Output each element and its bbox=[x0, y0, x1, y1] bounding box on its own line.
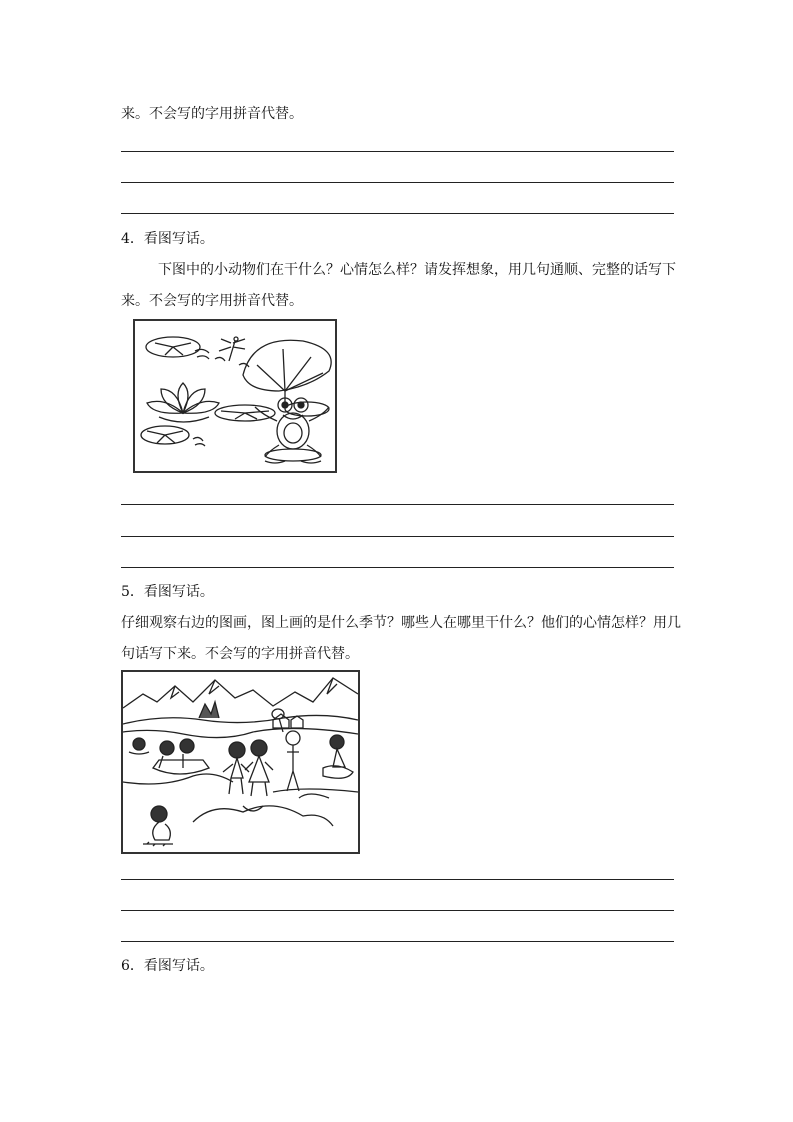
q5-prompt-line1: 仔细观察右边的图画，图上画的是什么季节？哪些人在哪里干什么？他们的心情怎样？用几 bbox=[121, 615, 681, 631]
answer-line bbox=[121, 151, 674, 152]
frog-lotus-pond-icon bbox=[135, 321, 335, 471]
q4-prompt-line1: 下图中的小动物们在干什么？心情怎么样？请发挥想象，用几句通顺、完整的话写下 bbox=[158, 262, 676, 278]
answer-line bbox=[121, 536, 674, 537]
q5-prompt-line2: 句话写下来。不会写的字用拼音代替。 bbox=[121, 646, 359, 662]
q4-prompt-line2: 来。不会写的字用拼音代替。 bbox=[121, 293, 303, 309]
answer-line bbox=[121, 182, 674, 183]
q5-picture bbox=[121, 670, 360, 854]
q6-title: 6．看图写话。 bbox=[121, 958, 214, 974]
answer-line bbox=[121, 213, 674, 214]
answer-line bbox=[121, 879, 674, 880]
answer-line bbox=[121, 941, 674, 942]
top-continuation-text: 来。不会写的字用拼音代替。 bbox=[121, 106, 303, 122]
answer-line bbox=[121, 504, 674, 505]
answer-line bbox=[121, 567, 674, 568]
children-river-scene-icon bbox=[123, 672, 358, 852]
q4-title: 4．看图写话。 bbox=[121, 231, 214, 247]
q4-picture bbox=[133, 319, 337, 473]
q5-title: 5．看图写话。 bbox=[121, 584, 214, 600]
answer-line bbox=[121, 910, 674, 911]
